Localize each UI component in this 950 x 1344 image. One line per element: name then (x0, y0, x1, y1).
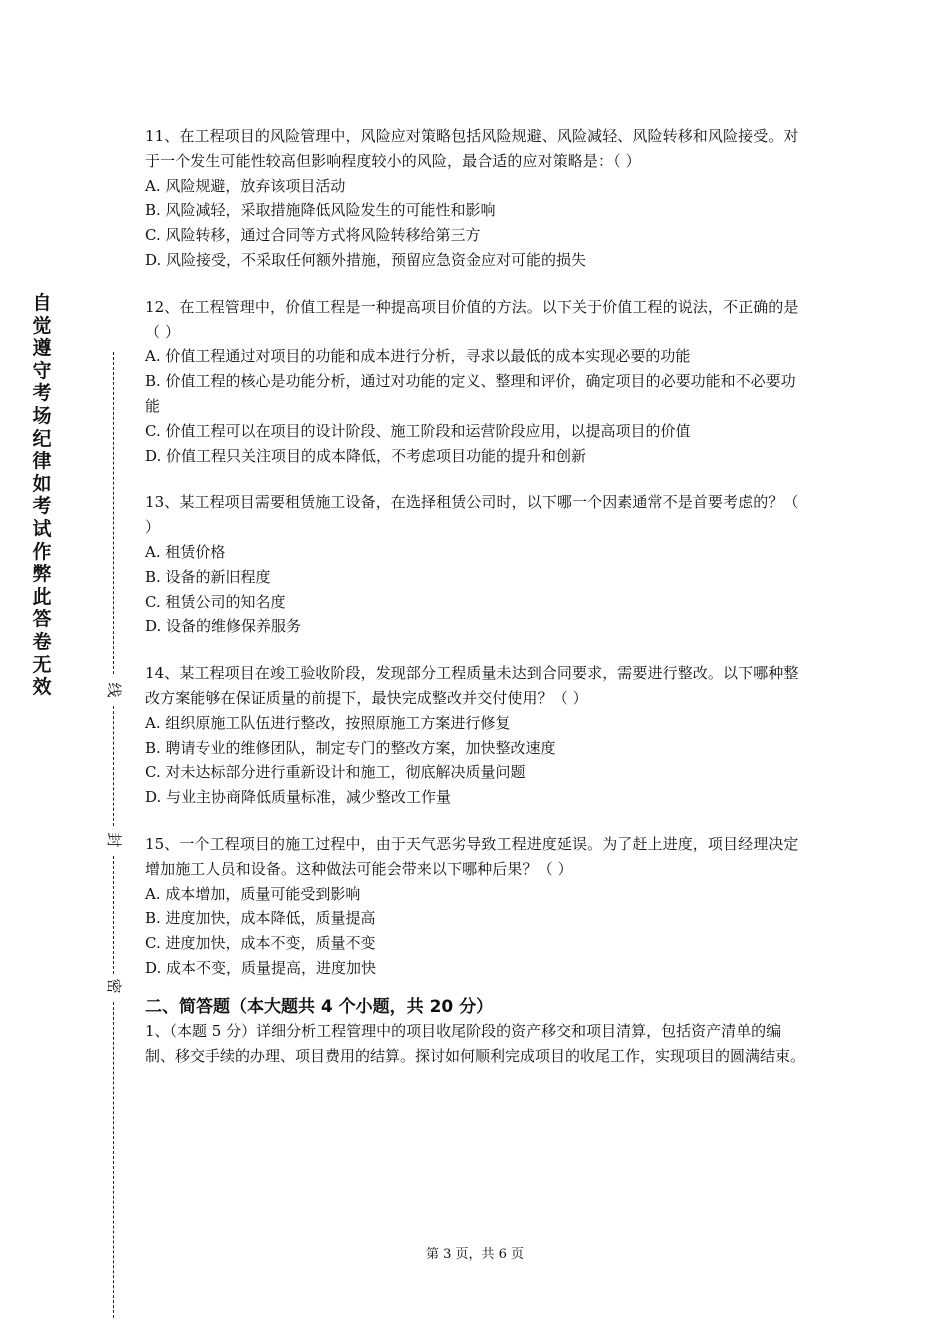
cut-line-segment (113, 856, 114, 974)
option-c: C. 价值工程可以在项目的设计阶段、施工阶段和运营阶段应用，以提高项目的价值 (145, 421, 691, 440)
option-c: C. 租赁公司的知名度 (145, 592, 286, 611)
question-12 (145, 295, 810, 469)
option-b: B. 价值工程的核心是功能分析，通过对功能的定义、整理和评价，确定项目的必要功能和不必要功能 (145, 372, 796, 415)
option-d: D. 风险接受，不采取任何额外措施，预留应急资金应对可能的损失 (145, 250, 587, 269)
cut-line-segment (113, 352, 114, 674)
question-stem: 12、在工程管理中，价值工程是一种提高项目价值的方法。以下关于价值工程的说法，不正确的是（ ） (145, 297, 799, 341)
option-a: A. 组织原施工队伍进行整改，按照原施工方案进行修复 (145, 713, 511, 732)
question-14 (145, 661, 810, 810)
option-d: D. 设备的维修保养服务 (145, 617, 302, 636)
option-d: D. 成本不变，质量提高，进度加快 (145, 958, 377, 977)
option-b: B. 风险减轻，采取措施降低风险发生的可能性和影响 (145, 201, 496, 220)
option-a: A. 成本增加，质量可能受到影响 (145, 884, 361, 903)
question-stem: 14、某工程项目在竣工验收阶段，发现部分工程质量未达到合同要求，需要进行整改。以下哪种整改方案能够在保证质量的前提下，最快完成整改并交付使用？（ ） (145, 664, 799, 707)
cut-label-xian: 线 (104, 680, 124, 700)
question-stem: 13、某工程项目需要租赁施工设备，在选择租赁公司时，以下哪一个因素通常不是首要考虑的？（ ） (145, 493, 799, 537)
option-a: A. 价值工程通过对项目的功能和成本进行分析，寻求以最低的成本实现必要的功能 (145, 347, 691, 366)
essay-question-1: 1、（本题 5 分）详细分析工程管理中的项目收尾阶段的资产移交和项目清算，包括资产清单的编制、移交手续的办理、项目费用的结算。探讨如何顺利完成项目的收尾工作，实现项目的圆满结束。 (145, 1021, 806, 1065)
question-stem: 15、一个工程项目的施工过程中，由于天气恶劣导致工程进度延误。为了赶上进度，项目经理决定增加施工人员和设备。这种做法可能会带来以下哪种后果？（ ） (145, 834, 799, 878)
option-d: D. 价值工程只关注项目的成本降低，不考虑项目功能的提升和创新 (145, 446, 587, 465)
option-c: C. 进度加快，成本不变，质量不变 (145, 934, 376, 953)
option-c: C. 风险转移，通过合同等方式将风险转移给第三方 (145, 226, 481, 245)
option-b: B. 进度加快，成本降低，质量提高 (145, 909, 376, 928)
option-b: B. 聘请专业的维修团队，制定专门的整改方案，加快整改速度 (145, 738, 556, 757)
question-stem: 11、在工程项目的风险管理中，风险应对策略包括风险规避、风险减轻、风险转移和风险接受。对于一个发生可能性较高但影响程度较小的风险，最合适的应对策略是：（ ） (145, 127, 799, 170)
cut-line-segment (113, 706, 114, 826)
question-11 (145, 124, 810, 273)
option-d: D. 与业主协商降低质量标准，减少整改工作量 (145, 788, 452, 807)
page-footer: 第 3 页，共 6 页 (425, 1247, 525, 1262)
cut-label-feng: 封 (104, 830, 124, 850)
question-13 (145, 490, 810, 639)
option-a: A. 风险规避，放弃该项目活动 (145, 176, 346, 195)
exam-content (145, 124, 810, 1068)
option-a: A. 租赁价格 (145, 542, 226, 561)
section-title: 二、简答题（本大题共 4 个小题，共 20 分） (145, 996, 494, 1017)
cut-label-mi: 密 (104, 976, 124, 996)
binding-margin-warning: 自觉遵守考场纪律如考试作弊此答卷无效 (32, 292, 52, 699)
cut-line-segment (113, 1002, 114, 1318)
option-c: C. 对未达标部分进行重新设计和施工，彻底解决质量问题 (145, 763, 526, 782)
option-b: B. 设备的新旧程度 (145, 567, 271, 586)
question-15 (145, 832, 810, 981)
